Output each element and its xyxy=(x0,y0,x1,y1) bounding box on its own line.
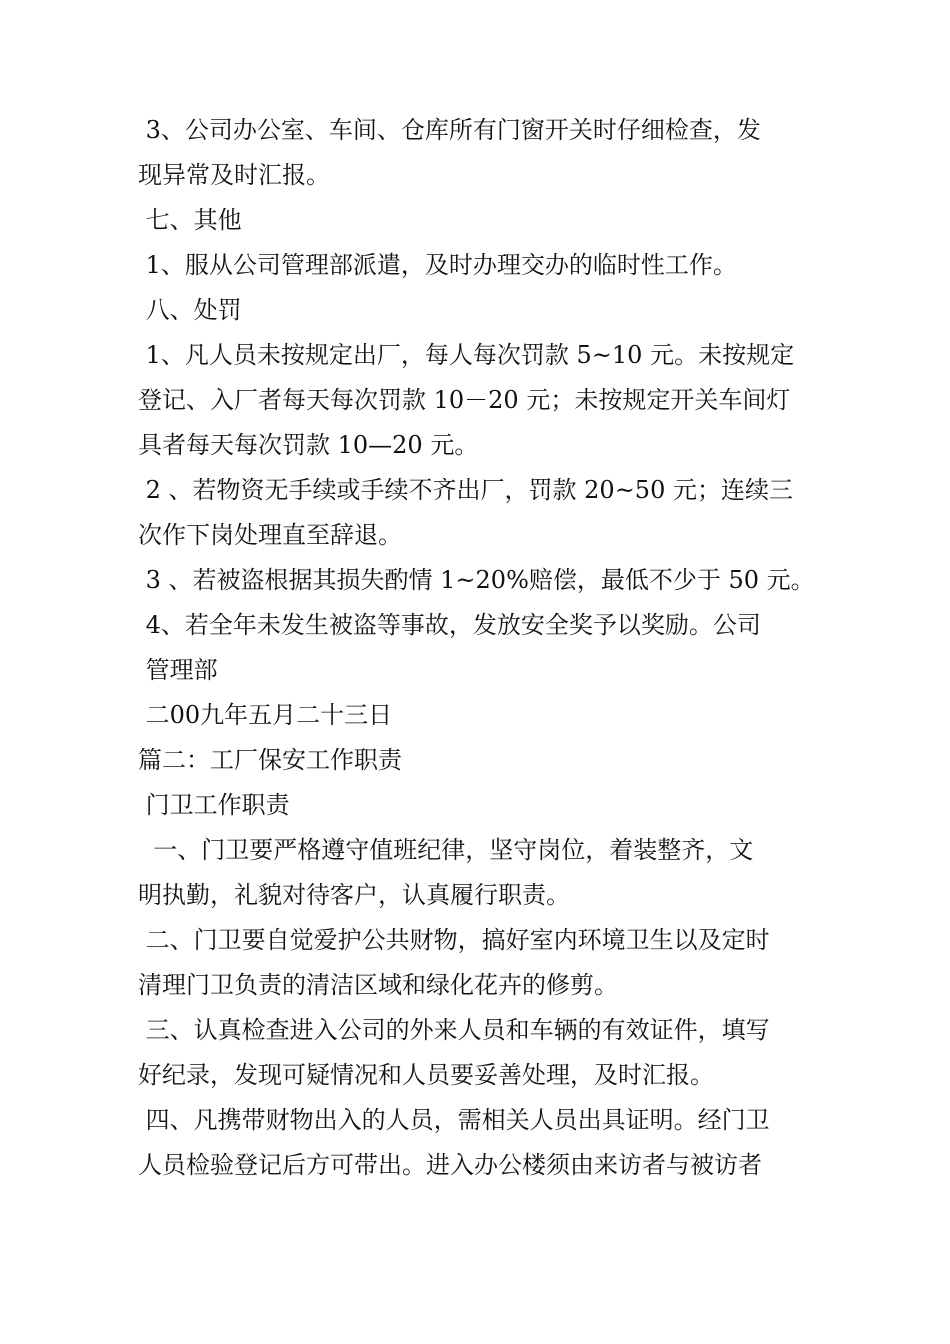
text-line: 1、服从公司管理部派遣，及时办理交办的临时性工作。 xyxy=(138,251,737,279)
text-line: 1、凡人员未按规定出厂，每人每次罚款 5~10 元。未按规定 xyxy=(138,341,795,369)
text-line: 3 、若被盗根据其损失酌情 1~20%赔偿，最低不少于 50 元。 xyxy=(138,566,815,594)
document-body xyxy=(138,108,828,1188)
text-line: 一、门卫要严格遵守值班纪律，坚守岗位，着装整齐，文 xyxy=(138,836,754,864)
text-line: 明执勤，礼貌对待客户，认真履行职责。 xyxy=(138,881,570,909)
chapter-title: 篇二：工厂保安工作职责 xyxy=(138,746,402,774)
text-line: 4、若全年未发生被盗等事故，发放安全奖予以奖励。公司 xyxy=(138,611,761,639)
section-heading: 七、其他 xyxy=(138,206,242,234)
section-heading: 八、处罚 xyxy=(138,296,242,324)
text-line: 登记、入厂者每天每次罚款 10－20 元；未按规定开关车间灯 xyxy=(138,386,791,414)
text-line: 3、公司办公室、车间、仓库所有门窗开关时仔细检查，发 xyxy=(138,116,761,144)
text-line: 二、门卫要自觉爱护公共财物，搞好室内环境卫生以及定时 xyxy=(138,926,770,954)
section-heading: 门卫工作职责 xyxy=(138,791,290,819)
text-line: 四、凡携带财物出入的人员，需相关人员出具证明。经门卫 xyxy=(138,1106,770,1134)
text-line: 2 、若物资无手续或手续不齐出厂，罚款 20~50 元；连续三 xyxy=(138,476,793,504)
text-line: 清理门卫负责的清洁区域和绿化花卉的修剪。 xyxy=(138,971,618,999)
text-line: 次作下岗处理直至辞退。 xyxy=(138,521,402,549)
text-line: 具者每天每次罚款 10—20 元。 xyxy=(138,431,479,459)
text-line: 好纪录，发现可疑情况和人员要妥善处理，及时汇报。 xyxy=(138,1061,714,1089)
signature-department: 管理部 xyxy=(138,656,218,684)
text-line: 三、认真检查进入公司的外来人员和车辆的有效证件，填写 xyxy=(138,1016,770,1044)
signature-date: 二00九年五月二十三日 xyxy=(138,701,393,729)
text-line: 现异常及时汇报。 xyxy=(138,161,330,189)
text-line: 人员检验登记后方可带出。进入办公楼须由来访者与被访者 xyxy=(138,1151,762,1179)
